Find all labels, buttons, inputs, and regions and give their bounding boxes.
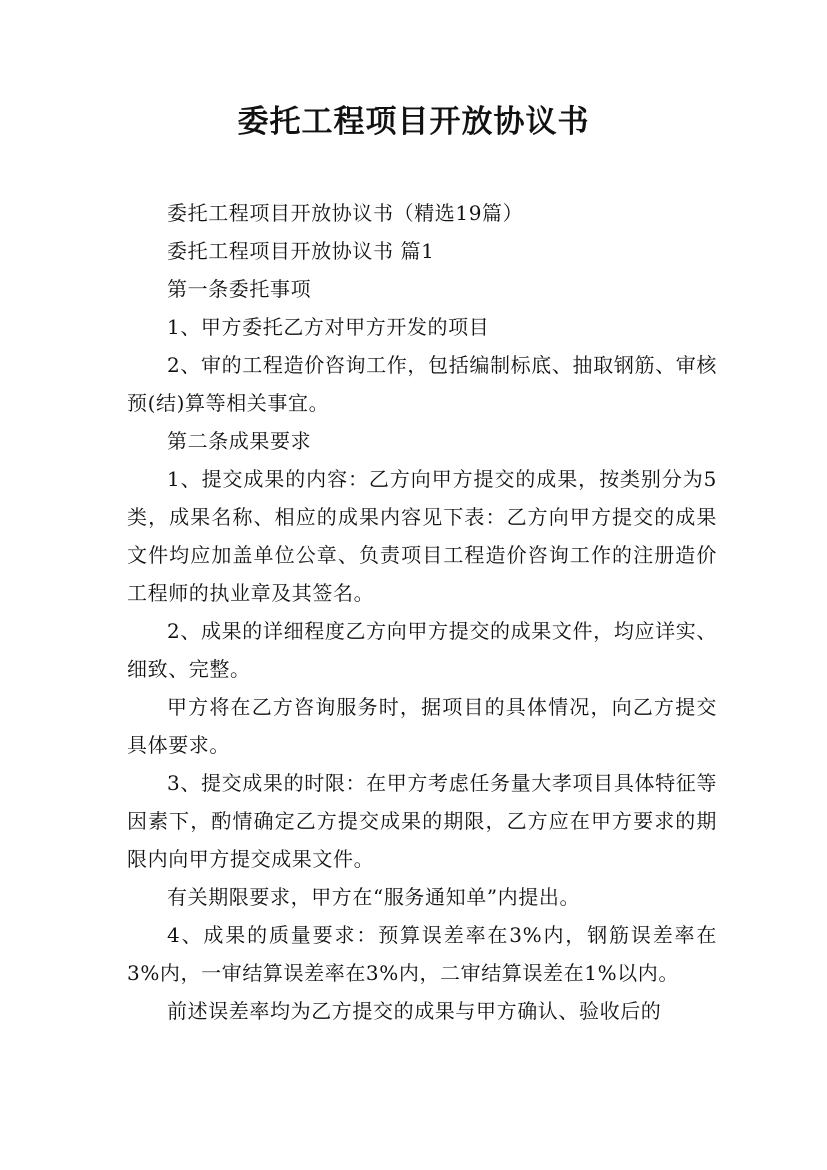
paragraph: 3、提交成果的时限：在甲方考虑任务量大孝项目具体特征等因素下，酌情确定乙方提交成果的期限，乙方应在甲方要求的期限内向甲方提交成果文件。 bbox=[127, 771, 717, 871]
paragraph: 有关期限要求，甲方在“服务通知单”内提出。 bbox=[167, 885, 581, 909]
paragraph: 4、成果的质量要求：预算误差率在3%内，钢筋误差率在3%内，一审结算误差率在3%内，二审结算误差在1%以内。 bbox=[127, 923, 717, 985]
document-title: 委托工程项目开放协议书 bbox=[237, 104, 590, 140]
paragraph: 1、提交成果的内容：乙方向甲方提交的成果，按类别分为5类，成果名称、相应的成果内容见下表：乙方向甲方提交的成果文件均应加盖单位公章、负责项目工程造价咨询工作的注册造价工程师的执业章及其签名。 bbox=[127, 467, 717, 605]
paragraph-article-1-heading: 第一条委托事项 bbox=[167, 277, 312, 301]
document-body bbox=[127, 194, 717, 1030]
paragraph: 2、成果的详细程度乙方向甲方提交的成果文件，均应详实、细致、完整。 bbox=[127, 619, 717, 681]
paragraph-subtitle: 委托工程项目开放协议书（精选19篇） bbox=[167, 201, 524, 225]
paragraph: 前述误差率均为乙方提交的成果与甲方确认、验收后的 bbox=[167, 999, 662, 1023]
paragraph-article-2-heading: 第二条成果要求 bbox=[167, 429, 312, 453]
paragraph: 1、甲方委托乙方对甲方开发的项目 bbox=[167, 315, 490, 339]
paragraph: 2、审的工程造价咨询工作，包括编制标底、抽取钢筋、审核预(结)算等相关事宜。 bbox=[127, 353, 717, 415]
paragraph-section-heading: 委托工程项目开放协议书 篇1 bbox=[167, 239, 435, 263]
paragraph: 甲方将在乙方咨询服务时，据项目的具体情况，向乙方提交具体要求。 bbox=[127, 695, 717, 757]
